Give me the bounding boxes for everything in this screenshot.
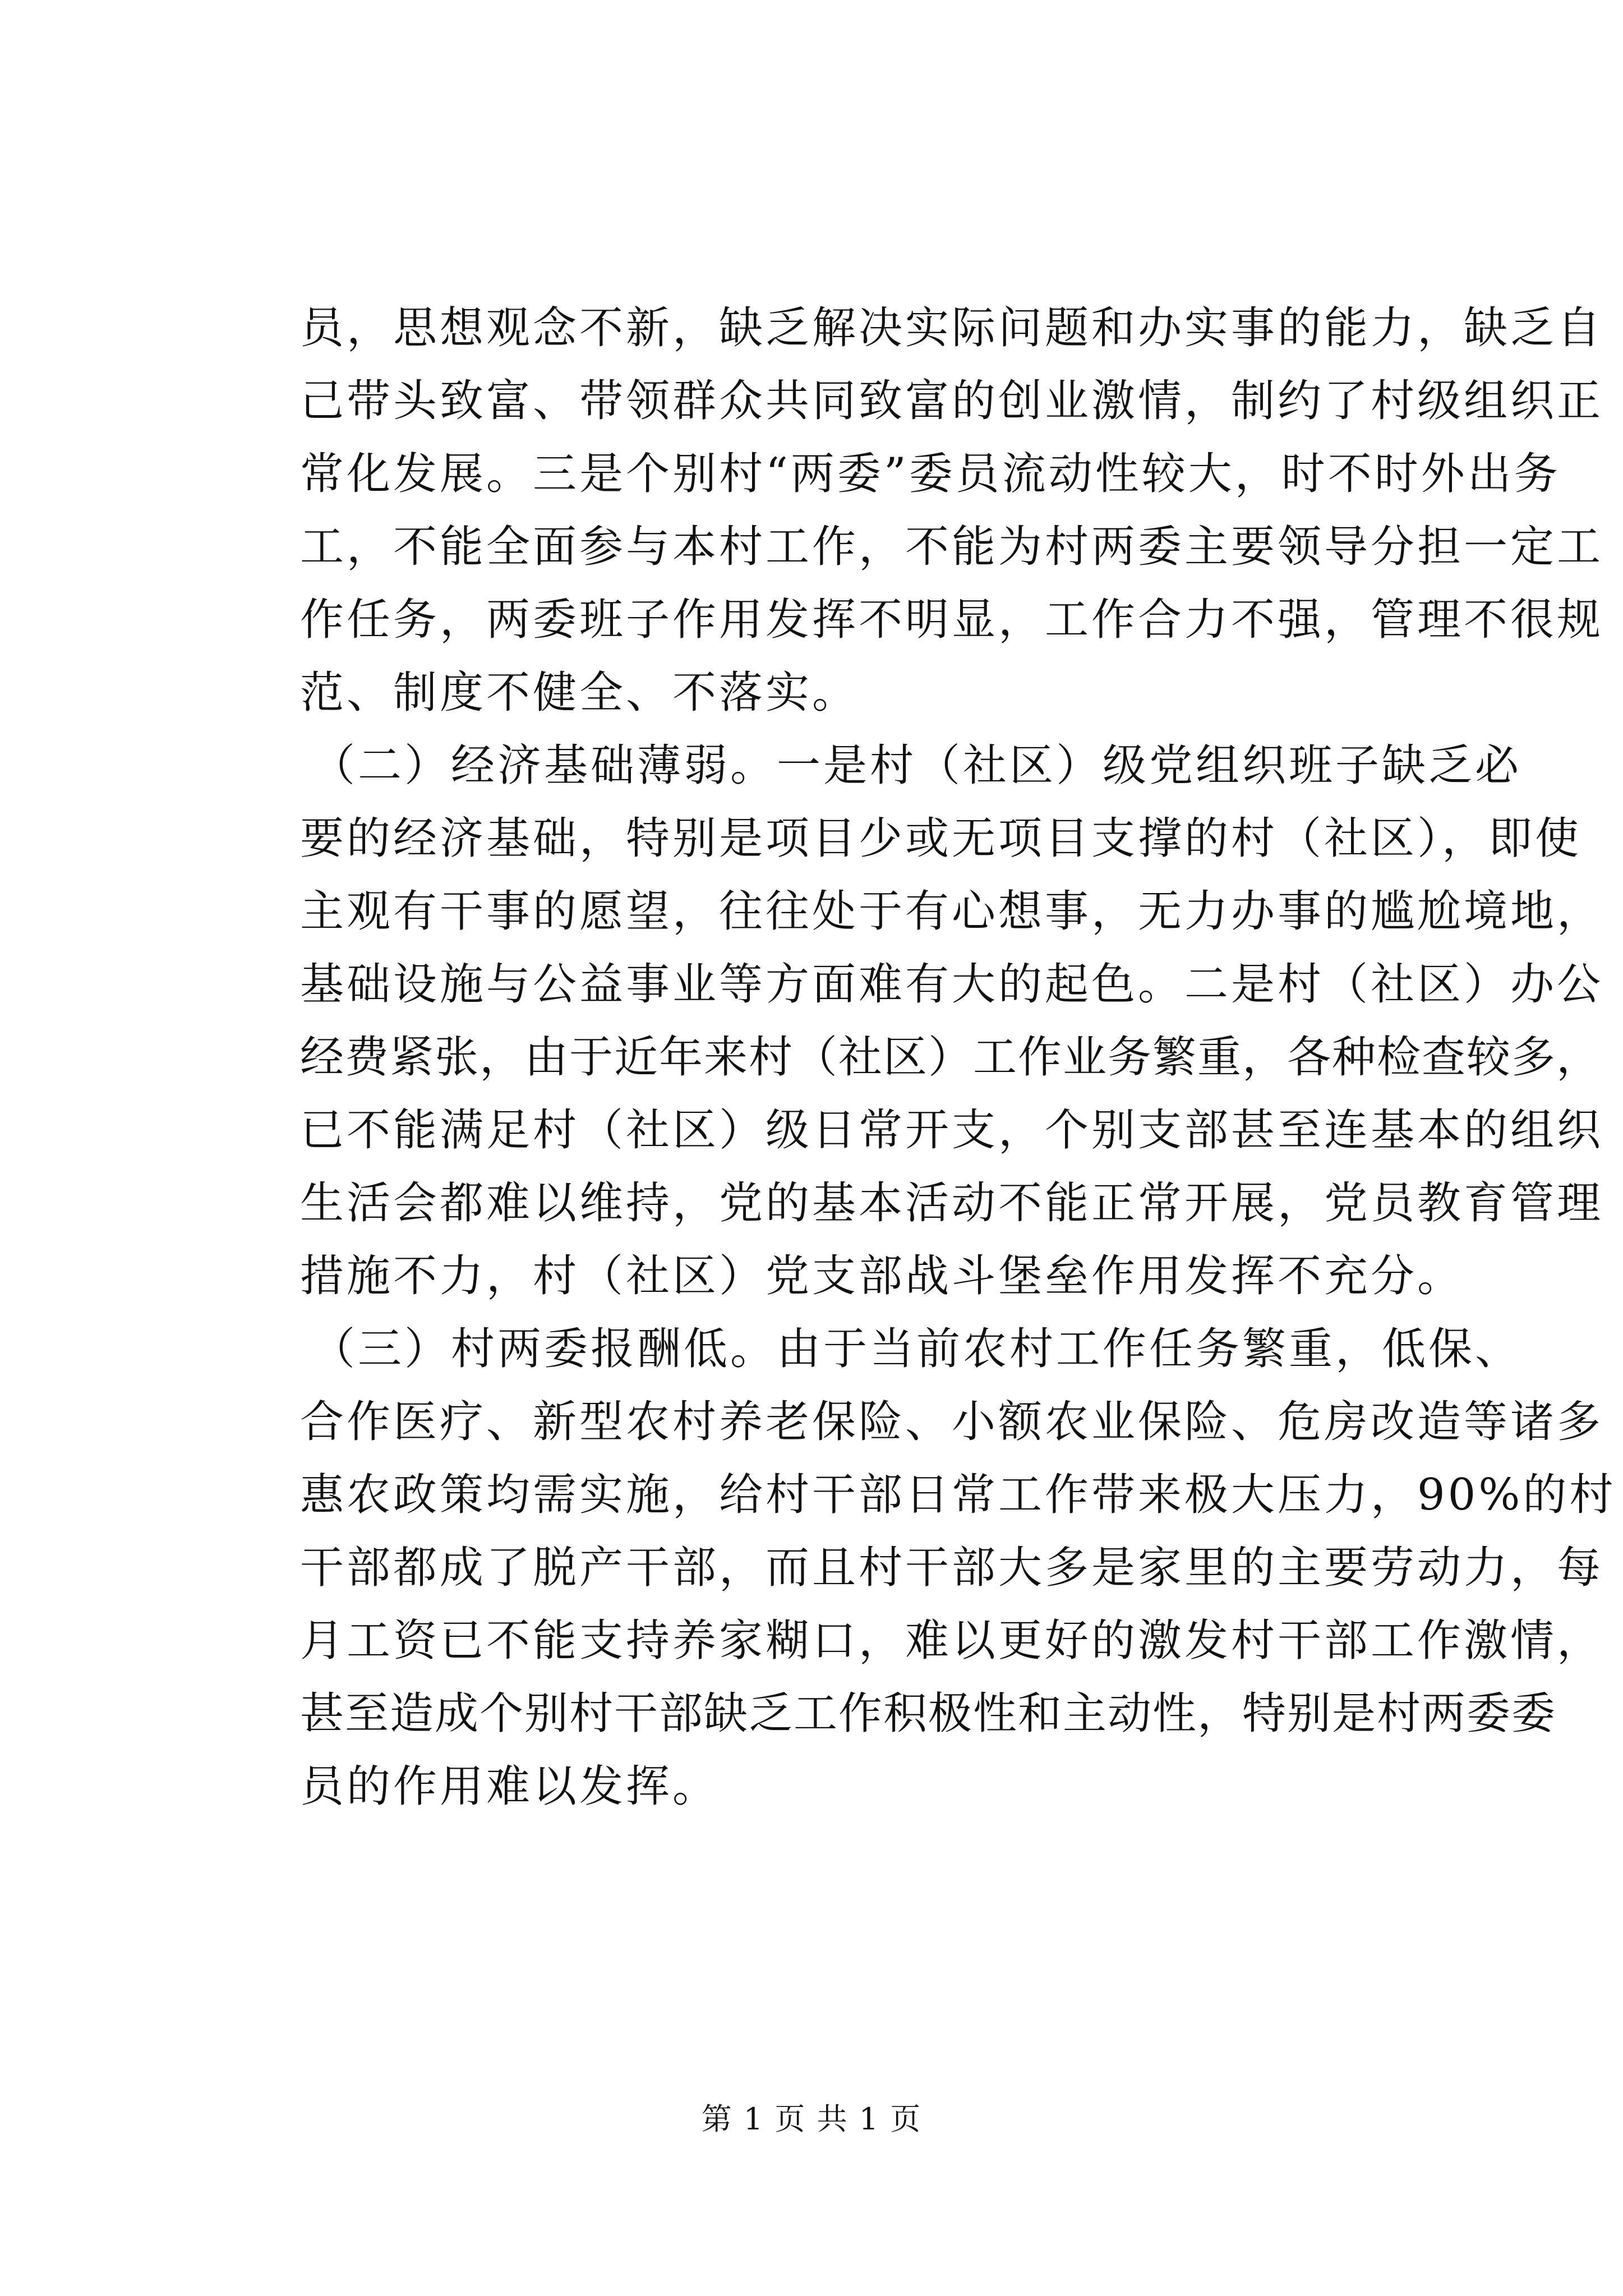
- paragraph-line: 员，思想观念不新，缺乏解决实际问题和办实事的能力，缺乏自: [300, 303, 1604, 353]
- paragraph-line: 范、制度不健全、不落实。: [300, 668, 859, 718]
- paragraph-line: 已不能满足村（社区）级日常开支，个别支部甚至连基本的组织: [300, 1105, 1604, 1156]
- paragraph-line: 员的作用难以发挥。: [300, 1761, 720, 1812]
- paragraph-line: 生活会都难以维持，党的基本活动不能正常开展，党员教育管理: [300, 1178, 1604, 1228]
- paragraph-line: 措施不力，村（社区）党支部战斗堡垒作用发挥不充分。: [300, 1251, 1464, 1301]
- paragraph-line: 主观有干事的愿望，往往处于有心想事，无力办事的尴尬境地，: [300, 886, 1604, 937]
- paragraph-line: 基础设施与公益事业等方面难有大的起色。二是村（社区）办公: [300, 959, 1604, 1010]
- page-footer: 第 1 页 共 1 页: [701, 2101, 922, 2137]
- paragraph-line: 干部都成了脱产干部，而且村干部大多是家里的主要劳动力，每: [300, 1543, 1604, 1593]
- paragraph-line: 作任务，两委班子作用发挥不明显，工作合力不强，管理不很规: [300, 595, 1604, 645]
- paragraph-line: 经费紧张，由于近年来村（社区）工作业务繁重，各种检查较多，: [300, 1032, 1602, 1083]
- paragraph-line: 惠农政策均需实施，给村干部日常工作带来极大压力，90%的村: [300, 1470, 1616, 1520]
- section-three-heading-line: （三）村两委报酬低。由于当前农村工作任务繁重，低保、: [311, 1324, 1522, 1374]
- paragraph-line: 甚至造成个别村干部缺乏工作积极性和主动性，特别是村两委委: [300, 1688, 1557, 1739]
- paragraph-line: 工，不能全面参与本村工作，不能为村两委主要领导分担一定工: [300, 522, 1604, 572]
- paragraph-line: 月工资已不能支持养家糊口，难以更好的激发村干部工作激情，: [300, 1616, 1604, 1666]
- paragraph-line: 合作医疗、新型农村养老保险、小额农业保险、危房改造等诸多: [300, 1397, 1604, 1447]
- paragraph-line: 己带头致富、带领群众共同致富的创业激情，制约了村级组织正: [300, 376, 1604, 426]
- section-two-heading-line: （二）经济基础薄弱。一是村（社区）级党组织班子缺乏必: [311, 740, 1522, 791]
- paragraph-line: 常化发展。三是个别村“两委”委员流动性较大，时不时外出务: [300, 449, 1561, 499]
- paragraph-line: 要的经济基础，特别是项目少或无项目支撑的村（社区），即使: [300, 813, 1582, 864]
